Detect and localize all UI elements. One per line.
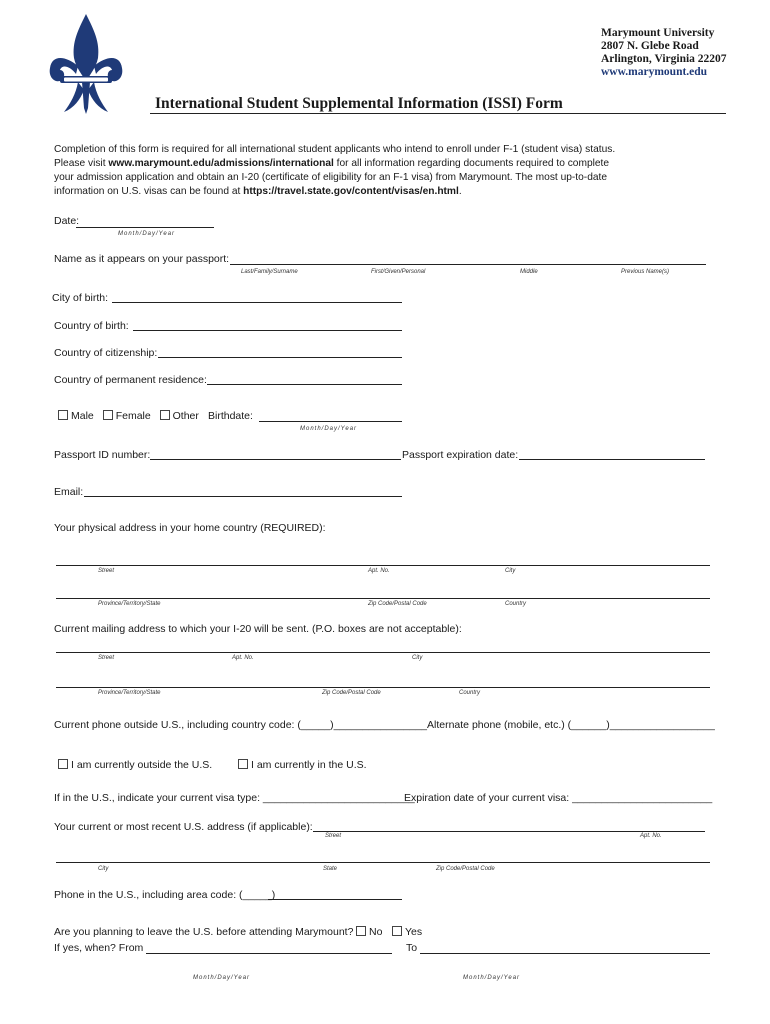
intro-line-3: your admission application and obtain an I-20 (certificate of eligibility for an F-1 visa) from Marymount. The most up-to-date	[54, 172, 608, 183]
alternate-phone-field[interactable]: Alternate phone (mobile, etc.) (______)__________________	[427, 719, 715, 731]
email-field[interactable]	[84, 496, 402, 497]
leave-from-field[interactable]	[146, 953, 392, 954]
name-hint-previous: Previous Name(s)	[621, 269, 670, 275]
home-hint-apt: Apt. No.	[368, 568, 390, 574]
date-hint: Month/Day/Year	[118, 231, 176, 237]
female-option[interactable]	[103, 410, 151, 422]
us-address-line-1[interactable]	[313, 831, 705, 832]
name-hint-last: Last/Family/Surname	[241, 269, 298, 275]
home-address-line-2[interactable]	[56, 598, 710, 599]
name-hint-middle: Middle	[520, 269, 538, 275]
mailing-address-line-2[interactable]	[56, 687, 710, 688]
mail-hint-province: Province/Territory/State	[98, 690, 161, 696]
university-city: Arlington, Virginia 22207	[601, 53, 727, 65]
checkbox-icon[interactable]	[392, 926, 402, 936]
mailing-address-label: Current mailing address to which your I-20 will be sent. (P.O. boxes are not acceptable):	[54, 623, 462, 635]
country-of-birth-field[interactable]	[133, 330, 402, 331]
passport-expiration-label: Passport expiration date:	[402, 449, 519, 461]
in-us-option[interactable]	[238, 759, 367, 771]
intro-line-1: Completion of this form is required for all international student applicants who intend to enroll under F-1 (student visa) status.	[54, 144, 616, 155]
male-label: Male	[71, 410, 94, 422]
country-of-citizenship-label: Country of citizenship:	[54, 347, 158, 359]
mail-hint-country: Country	[459, 690, 481, 696]
mail-hint-zip: Zip Code/Postal Code	[322, 690, 381, 696]
us-hint-city: City	[98, 866, 109, 872]
mailing-address-line-1[interactable]	[56, 652, 710, 653]
name-label: Name as it appears on your passport:	[54, 253, 230, 265]
home-hint-zip: Zip Code/Postal Code	[368, 601, 427, 607]
country-of-citizenship-field[interactable]	[158, 357, 402, 358]
to-label: To	[406, 942, 418, 954]
visas-link[interactable]: https://travel.state.gov/content/visas/en.html	[243, 186, 459, 197]
checkbox-icon[interactable]	[356, 926, 366, 936]
from-date-hint: Month/Day/Year	[193, 975, 251, 981]
passport-id-label: Passport ID number:	[54, 449, 151, 461]
outside-us-option[interactable]	[58, 759, 212, 771]
mail-hint-apt: Apt. No.	[232, 655, 254, 661]
visa-type-field[interactable]: If in the U.S., indicate your current visa type: __________________________	[54, 792, 415, 804]
other-option[interactable]	[160, 410, 199, 422]
country-of-residence-field[interactable]	[207, 384, 402, 385]
gender-options	[58, 410, 199, 422]
home-hint-street: Street	[98, 568, 115, 574]
no-label: No	[369, 926, 383, 938]
date-label: Date:	[54, 215, 80, 227]
other-label: Other	[172, 410, 199, 422]
mail-hint-street: Street	[98, 655, 115, 661]
date-field[interactable]	[76, 227, 214, 228]
admissions-link[interactable]: www.marymount.edu/admissions/international	[108, 158, 334, 169]
intro-paragraph	[54, 143, 734, 199]
birthdate-hint: Month/Day/Year	[300, 426, 358, 432]
yes-label: Yes	[405, 926, 423, 938]
email-label: Email:	[54, 486, 84, 498]
intro-text: Please visit	[54, 158, 109, 169]
country-of-birth-label: Country of birth:	[54, 320, 129, 332]
checkbox-icon[interactable]	[160, 410, 170, 420]
us-hint-state: State	[323, 866, 338, 872]
birthdate-label: Birthdate:	[208, 410, 253, 422]
yes-option[interactable]	[392, 926, 422, 938]
form-title: International Student Supplemental Information (ISSI) Form	[155, 95, 563, 112]
intro-text: for all information regarding documents required to complete	[333, 158, 610, 169]
city-of-birth-field[interactable]	[112, 302, 402, 303]
passport-expiration-field[interactable]	[519, 459, 705, 460]
phone-outside-us-field[interactable]: Current phone outside U.S., including country code: (_____)________________	[54, 719, 428, 731]
home-address-label: Your physical address in your home country (REQUIRED):	[54, 522, 326, 534]
home-hint-province: Province/Territory/State	[98, 601, 161, 607]
passport-id-field[interactable]	[150, 459, 401, 460]
outside-us-label: I am currently outside the U.S.	[71, 759, 213, 771]
checkbox-icon[interactable]	[103, 410, 113, 420]
no-option[interactable]	[356, 926, 382, 938]
checkbox-icon[interactable]	[58, 410, 68, 420]
us-hint-street: Street	[325, 833, 342, 839]
to-date-hint: Month/Day/Year	[463, 975, 521, 981]
country-of-residence-label: Country of permanent residence:	[54, 374, 207, 386]
name-hint-first: First/Given/Personal	[371, 269, 426, 275]
us-address-label: Your current or most recent U.S. address (if applicable):	[54, 821, 313, 833]
intro-text: .	[458, 186, 462, 197]
home-address-line-1[interactable]	[56, 565, 710, 566]
male-option[interactable]	[58, 410, 94, 422]
fleur-de-lis-logo-icon	[48, 12, 124, 116]
home-hint-city: City	[505, 568, 516, 574]
us-hint-apt: Apt. No.	[640, 833, 662, 839]
us-phone-field[interactable]	[268, 899, 402, 900]
university-street: 2807 N. Glebe Road	[601, 40, 699, 52]
university-name: Marymount University	[601, 27, 715, 39]
intro-text: information on U.S. visas can be found at	[54, 186, 244, 197]
leave-to-field[interactable]	[420, 953, 710, 954]
in-us-label: I am currently in the U.S.	[251, 759, 367, 771]
us-address-line-2[interactable]	[56, 862, 710, 863]
checkbox-icon[interactable]	[58, 759, 68, 769]
home-hint-country: Country	[505, 601, 527, 607]
university-website[interactable]: www.marymount.edu	[601, 66, 708, 78]
city-of-birth-label: City of birth:	[52, 292, 109, 304]
if-yes-from-label: If yes, when? From	[54, 942, 144, 954]
us-hint-zip: Zip Code/Postal Code	[436, 866, 495, 872]
visa-expiration-field[interactable]: Expiration date of your current visa: ________________________	[404, 792, 713, 804]
leave-us-question: Are you planning to leave the U.S. before attending Marymount?	[54, 926, 354, 938]
mail-hint-city: City	[412, 655, 423, 661]
checkbox-icon[interactable]	[238, 759, 248, 769]
us-phone-label: Phone in the U.S., including area code: (_____)	[54, 889, 276, 901]
name-field[interactable]	[230, 264, 706, 265]
birthdate-field[interactable]	[259, 421, 402, 422]
female-label: Female	[115, 410, 151, 422]
